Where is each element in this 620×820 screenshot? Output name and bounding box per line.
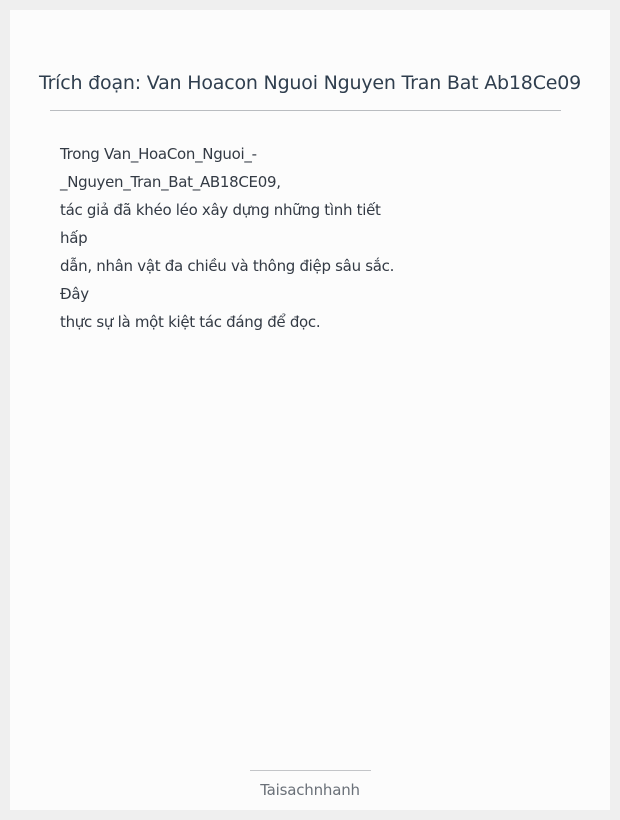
text-line: _Nguyen_Tran_Bat_AB18CE09, [60,173,281,191]
document-page [10,10,610,810]
footer-divider [250,770,371,771]
excerpt-paragraph [60,140,400,336]
page-title: Trích đoạn: Van Hoacon Nguoi Nguyen Tran Bat Ab18Ce09 [38,72,582,94]
footer-source: Taisachnhanh [260,781,360,799]
text-line: dẫn, nhân vật đa chiều và thông điệp sâu sắc. [60,257,395,275]
text-line: Trong Van_HoaCon_Nguoi_- [60,145,257,163]
text-line: hấp [60,229,88,247]
text-line: tác giả đã khéo léo xây dựng những tình tiết [60,201,381,219]
title-divider [50,110,561,111]
text-line: thực sự là một kiệt tác đáng để đọc. [60,313,321,331]
text-line: Đây [60,285,89,303]
